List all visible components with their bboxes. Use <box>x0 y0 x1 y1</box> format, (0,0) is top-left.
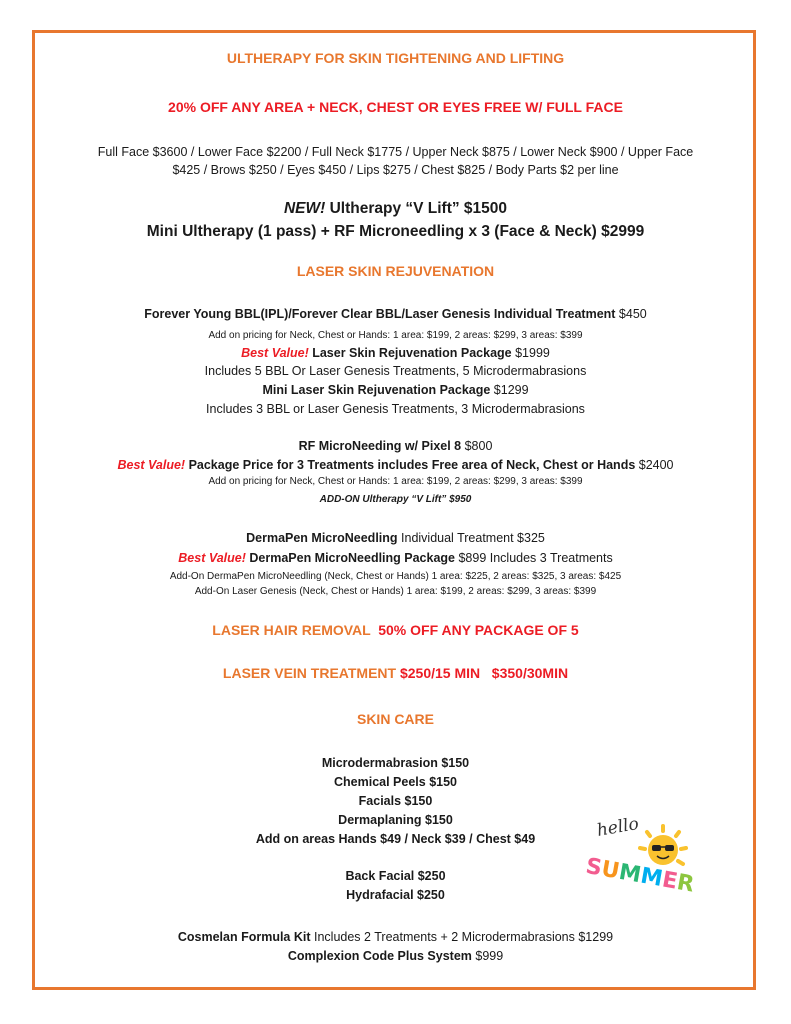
ultherapy-heading: ULTHERAPY FOR SKIN TIGHTENING AND LIFTING <box>226 50 565 66</box>
bbl-treatment-line <box>0 307 791 321</box>
ultherapy-promo: 20% OFF ANY AREA + NECK, CHEST OR EYES FREE W/ FULL FACE <box>168 99 623 115</box>
laser-package-line <box>0 346 791 360</box>
skin-care-item: Hydrafacial $250 <box>346 888 445 902</box>
laser-vein-line <box>0 665 791 681</box>
mini-laser-package-name: Mini Laser Skin Rejuvenation Package <box>262 383 491 397</box>
new-label: NEW! <box>283 200 326 217</box>
mini-laser-package-includes: Includes 3 BBL or Laser Genesis Treatments, 3 Microdermabrasions <box>206 402 585 416</box>
skin-care-item: Dermaplaning $150 <box>338 813 453 827</box>
rf-price: $800 <box>461 439 493 453</box>
rf-addon-ultherapy: ADD-ON Ultherapy “V Lift” $950 <box>319 494 472 505</box>
sticker-hello-text: hello <box>595 813 641 841</box>
laser-rejuvenation-heading: LASER SKIN REJUVENATION <box>296 263 495 279</box>
rf-package-price: $2400 <box>635 458 674 472</box>
laser-hair-removal-line <box>0 622 791 638</box>
rf-package-line <box>0 458 791 472</box>
skin-care-heading: SKIN CARE <box>356 711 434 727</box>
hair-removal-heading: LASER HAIR REMOVAL <box>212 622 379 638</box>
summer-letter: R <box>674 869 696 898</box>
dermapen-line <box>0 531 791 545</box>
skin-care-item: Chemical Peels $150 <box>334 775 457 789</box>
complexion-price: $999 <box>471 949 504 963</box>
summer-letter: U <box>599 856 622 885</box>
bbl-treatment-name: Forever Young BBL(IPL)/Forever Clear BBL/Laser Genesis Individual Treatment <box>144 307 616 321</box>
dermapen-name: DermaPen MicroNeedling <box>246 531 398 545</box>
skin-care-addon-areas: Add on areas Hands $49 / Neck $39 / Chest $49 <box>255 832 536 846</box>
rf-microneedling-line <box>0 439 791 453</box>
mini-ultherapy-line: Mini Ultherapy (1 pass) + RF Microneedling x 3 (Face & Neck) $2999 <box>146 223 645 240</box>
dermapen-individual: Individual Treatment $325 <box>397 531 545 545</box>
vein-heading: LASER VEIN TREATMENT <box>222 665 400 681</box>
summer-letter: S <box>583 853 604 882</box>
dermapen-addon-1: Add-On DermaPen MicroNeedling (Neck, Chest or Hands) 1 area: $225, 2 areas: $325, 3 areas: $425 <box>169 571 622 582</box>
cosmelan-rest: Includes 2 Treatments + 2 Microdermabrasions $1299 <box>310 930 614 944</box>
hello-summer-sticker <box>578 812 708 912</box>
cosmelan-name: Cosmelan Formula Kit <box>177 930 311 944</box>
summer-letter: M <box>638 863 665 892</box>
complexion-name: Complexion Code Plus System <box>287 949 472 963</box>
cosmelan-line <box>0 930 791 944</box>
laser-package-includes: Includes 5 BBL Or Laser Genesis Treatments, 5 Microdermabrasions <box>204 364 587 378</box>
summer-letter: E <box>660 867 680 895</box>
skin-care-item: Facials $150 <box>358 794 433 808</box>
dermapen-addon-2: Add-On Laser Genesis (Neck, Chest or Hands) 1 area: $199, 2 areas: $299, 3 areas: $399 <box>194 586 597 597</box>
dermapen-package-name: DermaPen MicroNeedling Package <box>245 551 455 565</box>
skin-care-item: Back Facial $250 <box>345 869 446 883</box>
skin-care-item: Microdermabrasion $150 <box>321 756 470 770</box>
mini-laser-package-line <box>0 383 791 397</box>
best-value-label: Best Value! <box>241 346 309 360</box>
rf-addon-pricing: Add on pricing for Neck, Chest or Hands: 1 area: $199, 2 areas: $299, 3 areas: $399 <box>208 476 583 487</box>
ultherapy-vlift-line <box>0 200 791 218</box>
vein-price: $250/15 MIN $350/30MIN <box>399 665 569 681</box>
best-value-label: Best Value! <box>117 458 186 472</box>
laser-package-name: Laser Skin Rejuvenation Package <box>308 346 512 360</box>
bbl-addon-pricing: Add on pricing for Neck, Chest or Hands: 1 area: $199, 2 areas: $299, 3 areas: $399 <box>208 330 583 341</box>
rf-name: RF MicroNeeding w/ Pixel 8 <box>298 439 462 453</box>
dermapen-package-line <box>0 551 791 565</box>
bbl-treatment-price: $450 <box>615 307 647 321</box>
vlift-text: Ultherapy “V Lift” $1500 <box>325 200 508 217</box>
hair-removal-promo: 50% OFF ANY PACKAGE OF 5 <box>378 622 579 638</box>
ultherapy-prices-line-1: Full Face $3600 / Lower Face $2200 / Full Neck $1775 / Upper Neck $875 / Lower Neck $900 / Upper Face <box>97 145 694 159</box>
best-value-label: Best Value! <box>178 551 246 565</box>
complexion-line <box>0 949 791 963</box>
dermapen-package-rest: $899 Includes 3 Treatments <box>455 551 613 565</box>
ultherapy-prices-line-2: $425 / Brows $250 / Eyes $450 / Lips $275 / Chest $825 / Body Parts $2 per line <box>172 163 619 177</box>
sun-with-sunglasses-icon <box>640 826 686 865</box>
rf-package-name: Package Price for 3 Treatments includes Free area of Neck, Chest or Hands <box>185 458 636 472</box>
mini-laser-package-price: $1299 <box>490 383 529 397</box>
laser-package-price: $1999 <box>511 346 550 360</box>
summer-letter: M <box>617 859 643 889</box>
